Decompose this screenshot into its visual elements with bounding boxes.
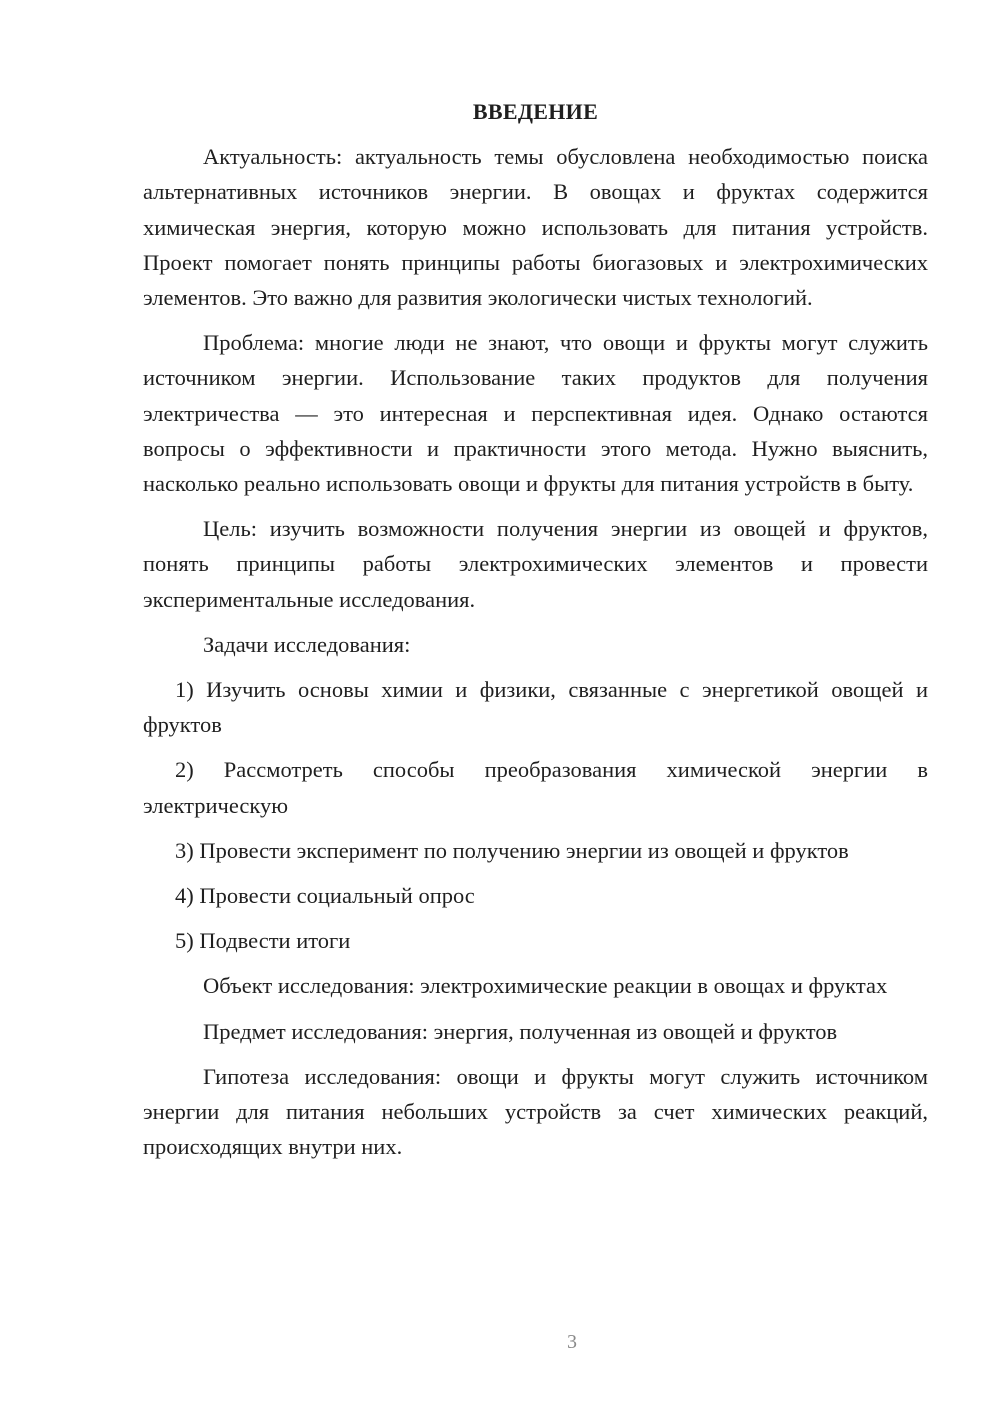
hypothesis-paragraph: Гипотеза исследования: овощи и фрукты могут служить источником энергии для питания небольших устройств за счет химических реакций, происходящих внутри них. bbox=[143, 1063, 928, 1160]
goal-paragraph: Цель: изучить возможности получения энергии из овощей и фруктов, понять принципы работы электрохимических элементов и провести экспериментальные исследования. bbox=[143, 516, 928, 612]
relevance-paragraph: Актуальность: актуальность темы обусловлена необходимостью поиска альтернативных источников энергии. В овощах и фруктах содержится химическая энергия, которую можно использовать для питания устройств. Проект помогает понять принципы работы биогазовых и электрохимических элементов. Это важно для развития экологически чистых технологий. bbox=[143, 144, 928, 311]
object-paragraph: Объект исследования: электрохимические реакции в овощах и фруктах bbox=[203, 973, 888, 999]
task-item-2: 2) Рассмотреть способы преобразования химической энергии в электрическую bbox=[143, 757, 928, 818]
task-item-4: 4) Провести социальный опрос bbox=[175, 883, 475, 909]
task-item-5: 5) Подвести итоги bbox=[175, 928, 351, 954]
subject-paragraph: Предмет исследования: энергия, полученная из овощей и фруктов bbox=[203, 1018, 838, 1044]
page-content bbox=[143, 94, 928, 1164]
section-title: ВВЕДЕНИЕ bbox=[472, 99, 599, 124]
problem-paragraph: Проблема: многие люди не знают, что овощи и фрукты могут служить источником энергии. Использование таких продуктов для получения электричества — это интересная и перспективная идея. Однако остаются вопросы о эффективности и практичности этого метода. Нужно выяснить, насколько реально использовать овощи и фрукты для питания устройств в быту. bbox=[143, 330, 928, 497]
page-number: 3 bbox=[567, 1331, 577, 1353]
task-item-3: 3) Провести эксперимент по получению энергии из овощей и фруктов bbox=[175, 837, 849, 863]
tasks-heading: Задачи исследования: bbox=[203, 631, 411, 657]
task-item-1: 1) Изучить основы химии и физики, связанные с энергетикой овощей и фруктов bbox=[143, 677, 928, 738]
